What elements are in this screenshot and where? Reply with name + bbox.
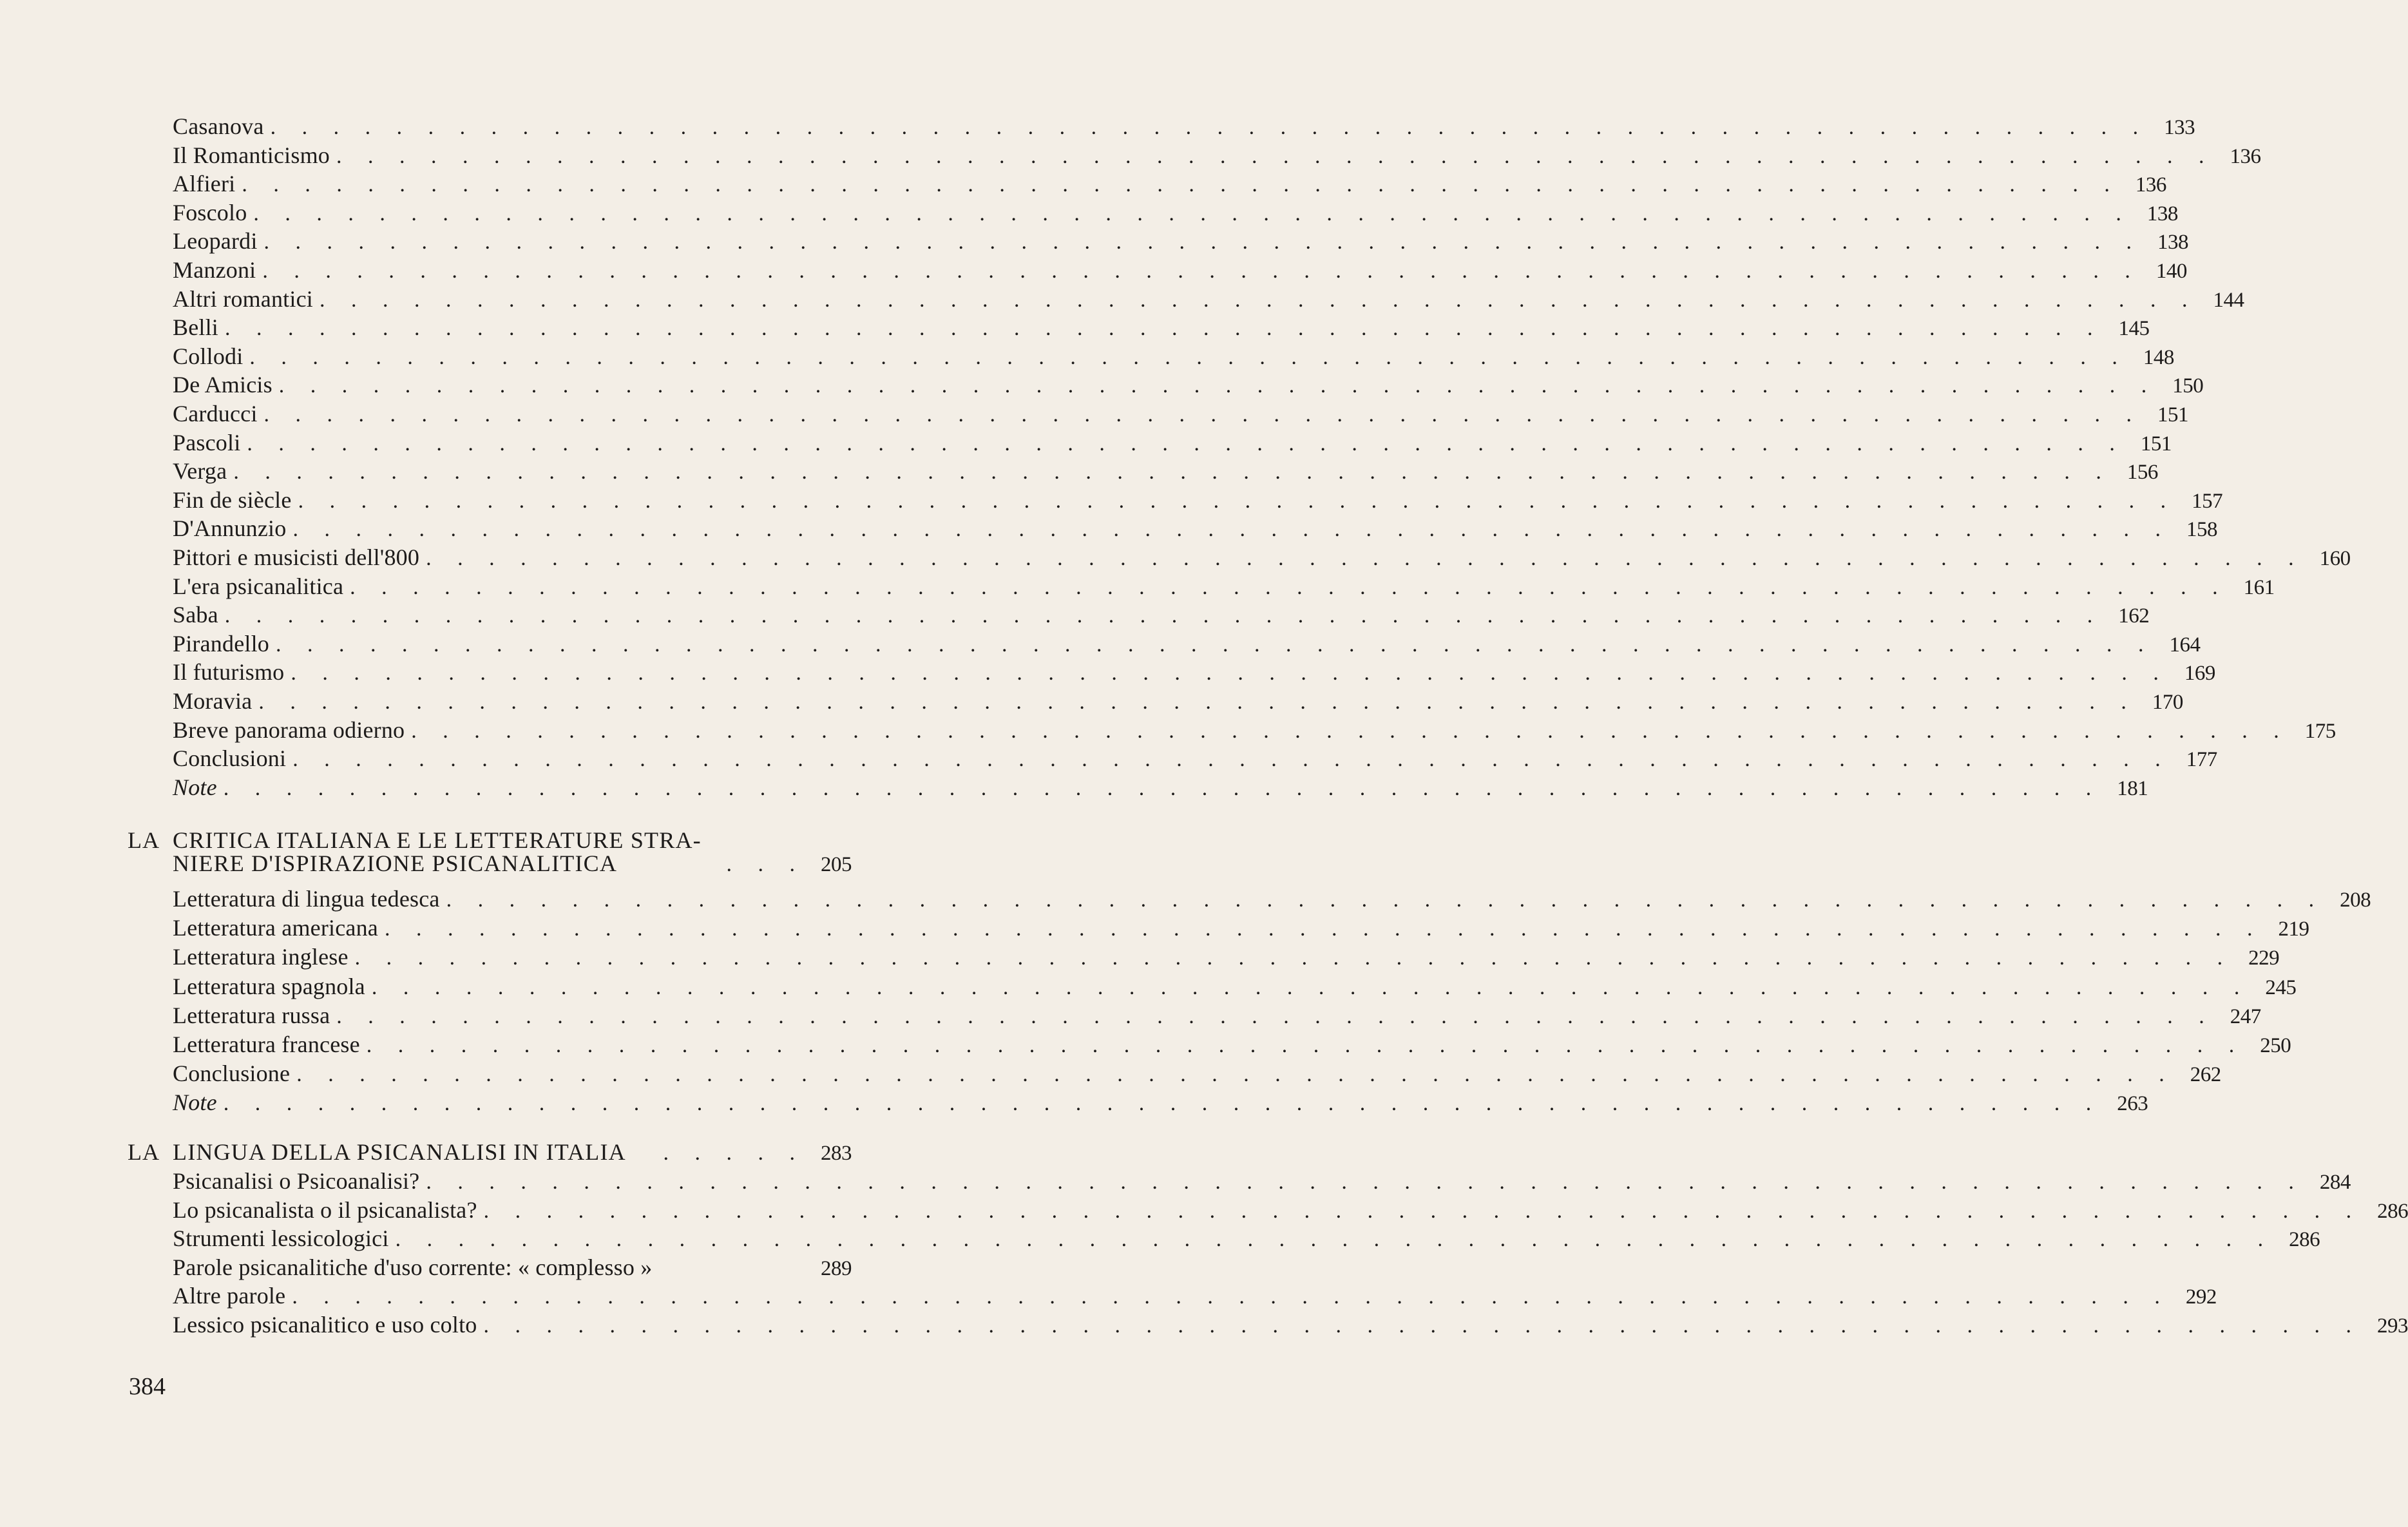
- toc-entry-page: 293: [2376, 1314, 2408, 1338]
- toc-entry-title: Conclusione: [173, 1061, 291, 1087]
- leader-dots: . . . . . . . . . . . . . . . . . . . . . . . . . . . . . . . . . . . . . . . . . . . . . . . . . . . . . . . . . . . .: [371, 975, 2250, 999]
- toc-entry-page: 148: [2143, 345, 2174, 369]
- toc-entry-page: 284: [2319, 1171, 2351, 1194]
- leader-dots: . . . . . . . . . . . . . . . . . . . . . . . . . . . . . . . . . . . . . . . . . . . . . . . . . . . . . . . . . . . .: [336, 144, 2215, 168]
- toc-entry-page: 263: [2117, 1092, 2148, 1116]
- leader-dots: . . . . . . . . . . . . . . . . . . . . . . . . . . . . . . . . . . . . . . . . . . . . . . . . . . . . . . . . . . . .: [292, 747, 2171, 772]
- leader-dots: . . . . . . . . . . . . . . . . . . . . . . . . . . . . . . . . . . . . . . . . . . . . . . . . . . . . . . . . . . . .: [426, 1170, 2304, 1194]
- leader-dots: . . . . . . . . . . . . . . . . . . . . . . . . . . . . . . . . . . . . . . . . . . . . . . . . . . . . . . . . . . . .: [253, 201, 2132, 226]
- toc-entry-page: 133: [2164, 116, 2195, 139]
- toc-entry: [173, 1088, 2148, 1117]
- toc-entry: [173, 572, 2275, 600]
- toc-entry-page: 140: [2155, 260, 2187, 283]
- leader-dots: . . . . . . . . . . . . . . . . . . . . . . . . . . . . . . . . . . . . . . . . . . . . . . . . . . . . . . . . . . . .: [224, 604, 2103, 628]
- toc-entry-title: Pascoli: [173, 429, 241, 456]
- leader-dots: . . . . . . . . . . . . . . . . . . . . . . . . . . . . . . . . . . . . . . . . . . . . . . . . . . . . . . . . . . . .: [395, 1227, 2274, 1252]
- toc-entry-title: Verga: [173, 458, 227, 485]
- toc-entry: [173, 342, 2174, 370]
- toc-entry-page: 208: [2340, 888, 2371, 912]
- toc-entry-page: 229: [2248, 946, 2280, 970]
- toc-entry-page: 292: [2185, 1285, 2217, 1309]
- toc-entry-page: 219: [2278, 917, 2309, 941]
- leader-dots: . . . . . . . . . . . . . . . . . . . . . . . . . . . . . . . . . . . . . . . . . . . . . . . . . . . . . . . . . . . .: [278, 374, 2157, 398]
- toc-entry: [173, 313, 2150, 341]
- section-3-title-row: [173, 1138, 852, 1166]
- toc-entry-page: 157: [2192, 489, 2223, 513]
- toc-entry-page: 161: [2243, 575, 2275, 599]
- toc-entry-title: Letteratura americana: [173, 915, 378, 941]
- toc-entry-title: Alfieri: [173, 171, 236, 197]
- toc-entry-title: Letteratura inglese: [173, 944, 349, 970]
- toc-entry-title: Manzoni: [173, 257, 256, 283]
- toc-entry: [173, 716, 2336, 744]
- toc-entry: [173, 943, 2280, 971]
- toc-entry-page: 289: [821, 1256, 852, 1280]
- toc-entry-page: 156: [2126, 461, 2158, 485]
- toc-entry-title: Breve panorama odierno: [173, 716, 405, 743]
- toc-entry: [173, 914, 2309, 942]
- toc-entry: [173, 1030, 2291, 1059]
- leader-dots: . . . . . . . . . . . . . . . . . . . . . . . . . . . . . . . . . . . . . . . . . . . . . . . . . . . . . . . . . . . .: [270, 115, 2149, 139]
- section-2-title-line1: CRITICA ITALIANA E LE LETTERATURE STRA-: [173, 827, 702, 853]
- leader-dots: . . . . . . . . . . . . . . . . . . . . . . . . . . . . . . . . . . . . . . . . . . . . . . . . . . . . . . . . . . . .: [292, 517, 2171, 542]
- toc-entry-title: Pittori e musicisti dell'800: [173, 544, 420, 570]
- toc-entry-title: Letteratura di lingua tedesca: [173, 886, 440, 912]
- leader-dots: . . . . .: [663, 1141, 805, 1165]
- toc-entry-page: 262: [2190, 1063, 2221, 1087]
- toc-entry-page: 138: [2157, 231, 2189, 254]
- toc-entry-page: 170: [2152, 691, 2183, 714]
- leader-dots: . . . . . . . . . . . . . . . . . . . . . . . . . . . . . . . . . . . . . . . . . . . . . . . . . . . . . . . . . . . .: [411, 718, 2289, 743]
- toc-entry-title: Moravia: [173, 688, 253, 714]
- leader-dots: . . . . . . . . . . . . . . . . . . . . . . . . . . . . . . . . . . . . . . . . . . . . . . . . . . . . . . . . . . . .: [446, 888, 2325, 912]
- toc-entry-title: Letteratura russa: [173, 1002, 330, 1028]
- toc-entry: [173, 885, 2371, 913]
- leader-dots: . . . . . . . . . . . . . . . . . . . . . . . . . . . . . . . . . . . . . . . . . . . . . . . . . . . . . . . . . . . .: [263, 230, 2143, 254]
- leader-dots: . . . . . . . . . . . . . . . . . . . . . . . . . . . . . . . . . . . . . . . . . . . . . . . . . . . . . . . . . . . .: [366, 1033, 2245, 1057]
- toc-entry: [173, 1001, 2261, 1030]
- toc-entry-title: Collodi: [173, 343, 244, 369]
- leader-dots: . . . . . . . . . . . . . . . . . . . . . . . . . . . . . . . . . . . . . . . . . . . . . . . . . . . . . . . . . . . .: [298, 488, 2177, 513]
- toc-entry-title: Il futurismo: [173, 659, 285, 686]
- leader-dots: . . . . . . . . . . . . . . . . . . . . . . . . . . . . . . . . . . . . . . . . . . . . . . . . . . . . . . . . . . . .: [225, 316, 2103, 341]
- toc-entry-title: Foscolo: [173, 199, 247, 226]
- leader-dots: . . . . . . . . . . . . . . . . . . . . . . . . . . . . . . . . . . . . . . . . . . . . . . . . . . . . . . . . . . . .: [483, 1198, 2362, 1223]
- leader-dots: . . . . . . . . . . . . . . . . . . . . . . . . . . . . . . . . . . . . . . . . . . . . . . . . . . . . . . . . . . . .: [275, 632, 2154, 657]
- toc-entry: [173, 256, 2187, 284]
- toc-entry: [173, 1224, 2320, 1253]
- toc-entry: [173, 457, 2158, 485]
- toc-entry-title: Note: [173, 1090, 217, 1116]
- toc-entry-page: 136: [2135, 173, 2166, 197]
- toc-entry-title: L'era psicanalitica: [173, 573, 344, 599]
- toc-entry: [173, 543, 2351, 571]
- toc-entry: [173, 600, 2150, 629]
- section-3-title: LINGUA DELLA PSICANALISI IN ITALIA: [173, 1139, 626, 1165]
- toc-entry-page: 162: [2118, 604, 2150, 628]
- leader-dots: . . . . . . . . . . . . . . . . . . . . . . . . . . . . . . . . . . . . . . . . . . . . . . . . . . . . . . . . . . . .: [350, 575, 2228, 599]
- toc-entry-page: 144: [2213, 288, 2244, 312]
- toc-entry-page: 164: [2169, 633, 2201, 657]
- leader-dots: . . . . . . . . . . . . . . . . . . . . . . . . . . . . . . . . . . . . . . . . . . . . . . . . . . . . . . . . . . . .: [483, 1314, 2362, 1338]
- toc-entry-title: Parole psicanalitiche d'uso corrente: « complesso »: [173, 1254, 653, 1280]
- leader-dots: . . . . . . . . . . . . . . . . . . . . . . . . . . . . . . . . . . . . . . . . . . . . . . . . . . . . . . . . . . . .: [233, 460, 2112, 485]
- leader-dots: . . . . . . . . . . . . . . . . . . . . . . . . . . . . . . . . . . . . . . . . . . . . . . . . . . . . . . . . . . . .: [223, 776, 2102, 800]
- section-2-label: LA: [128, 827, 160, 853]
- leader-dots: . . . . . . . . . . . . . . . . . . . . . . . . . . . . . . . . . . . . . . . . . . . . . . . . . . . . . . . . . . . .: [223, 1091, 2102, 1116]
- toc-entry: [173, 198, 2178, 227]
- toc-entry-title: Letteratura spagnola: [173, 973, 365, 999]
- toc-entry-page: 245: [2265, 975, 2297, 999]
- toc-entry-page: 250: [2260, 1034, 2291, 1057]
- toc-entry: [173, 1059, 2221, 1088]
- toc-entry-title: Psicanalisi o Psicoanalisi?: [173, 1168, 420, 1194]
- toc-entry-page: 151: [2140, 432, 2172, 456]
- toc-entry-page: 145: [2118, 317, 2150, 341]
- toc-entry: [173, 658, 2215, 686]
- toc-entry: [173, 169, 2166, 198]
- toc-entry: [173, 687, 2183, 715]
- toc-entry-page: 169: [2184, 662, 2215, 686]
- toc-entry: [173, 486, 2223, 514]
- toc-entry-title: Conclusioni: [173, 745, 287, 772]
- toc-entry-page: 181: [2117, 776, 2148, 800]
- toc-entry-title: Note: [173, 774, 217, 800]
- toc-entry: [173, 370, 2204, 399]
- toc-entry-title: Lo psicanalista o il psicanalista?: [173, 1196, 477, 1223]
- toc-entry: [173, 112, 2195, 140]
- toc-entry: [173, 744, 2217, 773]
- toc-entry-page: 175: [2304, 719, 2336, 743]
- toc-entry-title: Letteratura francese: [173, 1032, 360, 1057]
- toc-entry-page: 138: [2146, 202, 2178, 226]
- leader-dots: . . . . . . . . . . . . . . . . . . . . . . . . . . . . . . . . . . . . . . . . . . . . . . . . . . . . . . . . . . . .: [247, 431, 2125, 456]
- leader-dots: . . . . . . . . . . . . . . . . . . . . . . . . . . . . . . . . . . . . . . . . . . . . . . . . . . . . . . . . . . . .: [336, 1004, 2215, 1028]
- toc-entry-title: Leopardi: [173, 228, 258, 254]
- toc-entry: [173, 285, 2244, 313]
- section-2-title-row: [173, 849, 852, 878]
- leader-dots: . . . . . . . . . . . . . . . . . . . . . . . . . . . . . . . . . . . . . . . . . . . . . . . . . . . . . . . . . . . .: [249, 345, 2128, 369]
- toc-entry: [173, 428, 2172, 457]
- toc-entry-title: Altri romantici: [173, 285, 313, 312]
- toc-entry-page: 160: [2319, 547, 2351, 570]
- leader-dots: . . . . . . . . . . . . . . . . . . . . . . . . . . . . . . . . . . . . . . . . . . . . . . . . . . . . . . . . . . . .: [296, 1062, 2175, 1087]
- toc-entry: [173, 1196, 2408, 1224]
- toc-entry-title: Casanova: [173, 113, 264, 139]
- toc-entry-title: Pirandello: [173, 630, 269, 657]
- leader-dots: . . . . . . . . . . . . . . . . . . . . . . . . . . . . . . . . . . . . . . . . . . . . . . . . . . . . . . . . . . . .: [354, 946, 2233, 970]
- section-3-label: LA: [128, 1139, 160, 1165]
- toc-entry: [173, 1282, 2217, 1310]
- section-2-page: 205: [821, 853, 852, 876]
- toc-entry-title: Lessico psicanalitico e uso colto: [173, 1312, 477, 1338]
- page-number: 384: [129, 1373, 166, 1400]
- toc-entry-title: Saba: [173, 602, 218, 628]
- leader-dots: . . .: [726, 852, 805, 876]
- toc-entry-page: 136: [2230, 144, 2261, 168]
- toc-entry-page: 158: [2186, 518, 2217, 542]
- toc-entry: [173, 141, 2261, 169]
- toc-entry-page: 150: [2172, 374, 2204, 398]
- toc-entry: [173, 399, 2189, 428]
- toc-entry-page: 177: [2186, 748, 2217, 772]
- toc-entry-title: Il Romanticismo: [173, 142, 330, 168]
- leader-dots: . . . . . . . . . . . . . . . . . . . . . . . . . . . . . . . . . . . . . . . . . . . . . . . . . . . . . . . . . . . .: [262, 259, 2141, 283]
- toc-entry-page: 151: [2157, 403, 2189, 427]
- leader-dots: . . . . . . . . . . . . . . . . . . . . . . . . . . . . . . . . . . . . . . . . . . . . . . . . . . . . . . . . . . . .: [263, 403, 2143, 427]
- leader-dots: . . . . . . . . . . . . . . . . . . . . . . . . . . . . . . . . . . . . . . . . . . . . . . . . . . . . . . . . . . . .: [426, 546, 2304, 570]
- leader-dots: . . . . . . . . . . . . . . . . . . . . . . . . . . . . . . . . . . . . . . . . . . . . . . . . . . . . . . . . . . . .: [384, 917, 2263, 941]
- toc-entry-title: Strumenti lessicologici: [173, 1225, 389, 1252]
- toc-entry-title: Belli: [173, 314, 218, 341]
- toc-entry: [173, 972, 2297, 1001]
- toc-entry-page: 286: [2377, 1199, 2408, 1223]
- section-3-page: 283: [821, 1142, 852, 1165]
- toc-entry: [173, 1167, 2351, 1195]
- toc-entry-title: D'Annunzio: [173, 515, 287, 542]
- toc-entry-title: Fin de siècle: [173, 486, 292, 513]
- toc-entry-title: De Amicis: [173, 372, 272, 398]
- toc-entry: [173, 227, 2189, 255]
- toc-entry: [173, 1311, 2408, 1339]
- toc-entry-page: 247: [2230, 1004, 2261, 1028]
- leader-dots: . . . . . . . . . . . . . . . . . . . . . . . . . . . . . . . . . . . . . . . . . . . . . . . . . . . . . . . . . . . .: [258, 690, 2137, 714]
- leader-dots: . . . . . . . . . . . . . . . . . . . . . . . . . . . . . . . . . . . . . . . . . . . . . . . . . . . . . . . . . . . .: [319, 287, 2198, 312]
- leader-dots: . . . . . . . . . . . . . . . . . . . . . . . . . . . . . . . . . . . . . . . . . . . . . . . . . . . . . . . . . . . .: [292, 1285, 2170, 1309]
- leader-dots: . . . . . . . . . . . . . . . . . . . . . . . . . . . . . . . . . . . . . . . . . . . . . . . . . . . . . . . . . . . .: [291, 661, 2169, 686]
- toc-entry: [173, 514, 2217, 543]
- leader-dots: . . . . . . . . . . . . . . . . . . . . . . . . . . . . . . . . . . . . . . . . . . . . . . . . . . . . . . . . . . . .: [242, 173, 2120, 197]
- section-2-title-line2: NIERE D'ISPIRAZIONE PSICANALITICA: [173, 850, 618, 876]
- toc-entry-page: 286: [2289, 1228, 2320, 1252]
- toc-entry: [173, 1253, 852, 1282]
- toc-entry: [173, 773, 2148, 802]
- toc-entry: [173, 629, 2201, 658]
- toc-entry-title: Carducci: [173, 401, 258, 427]
- toc-entry-title: Altre parole: [173, 1283, 286, 1309]
